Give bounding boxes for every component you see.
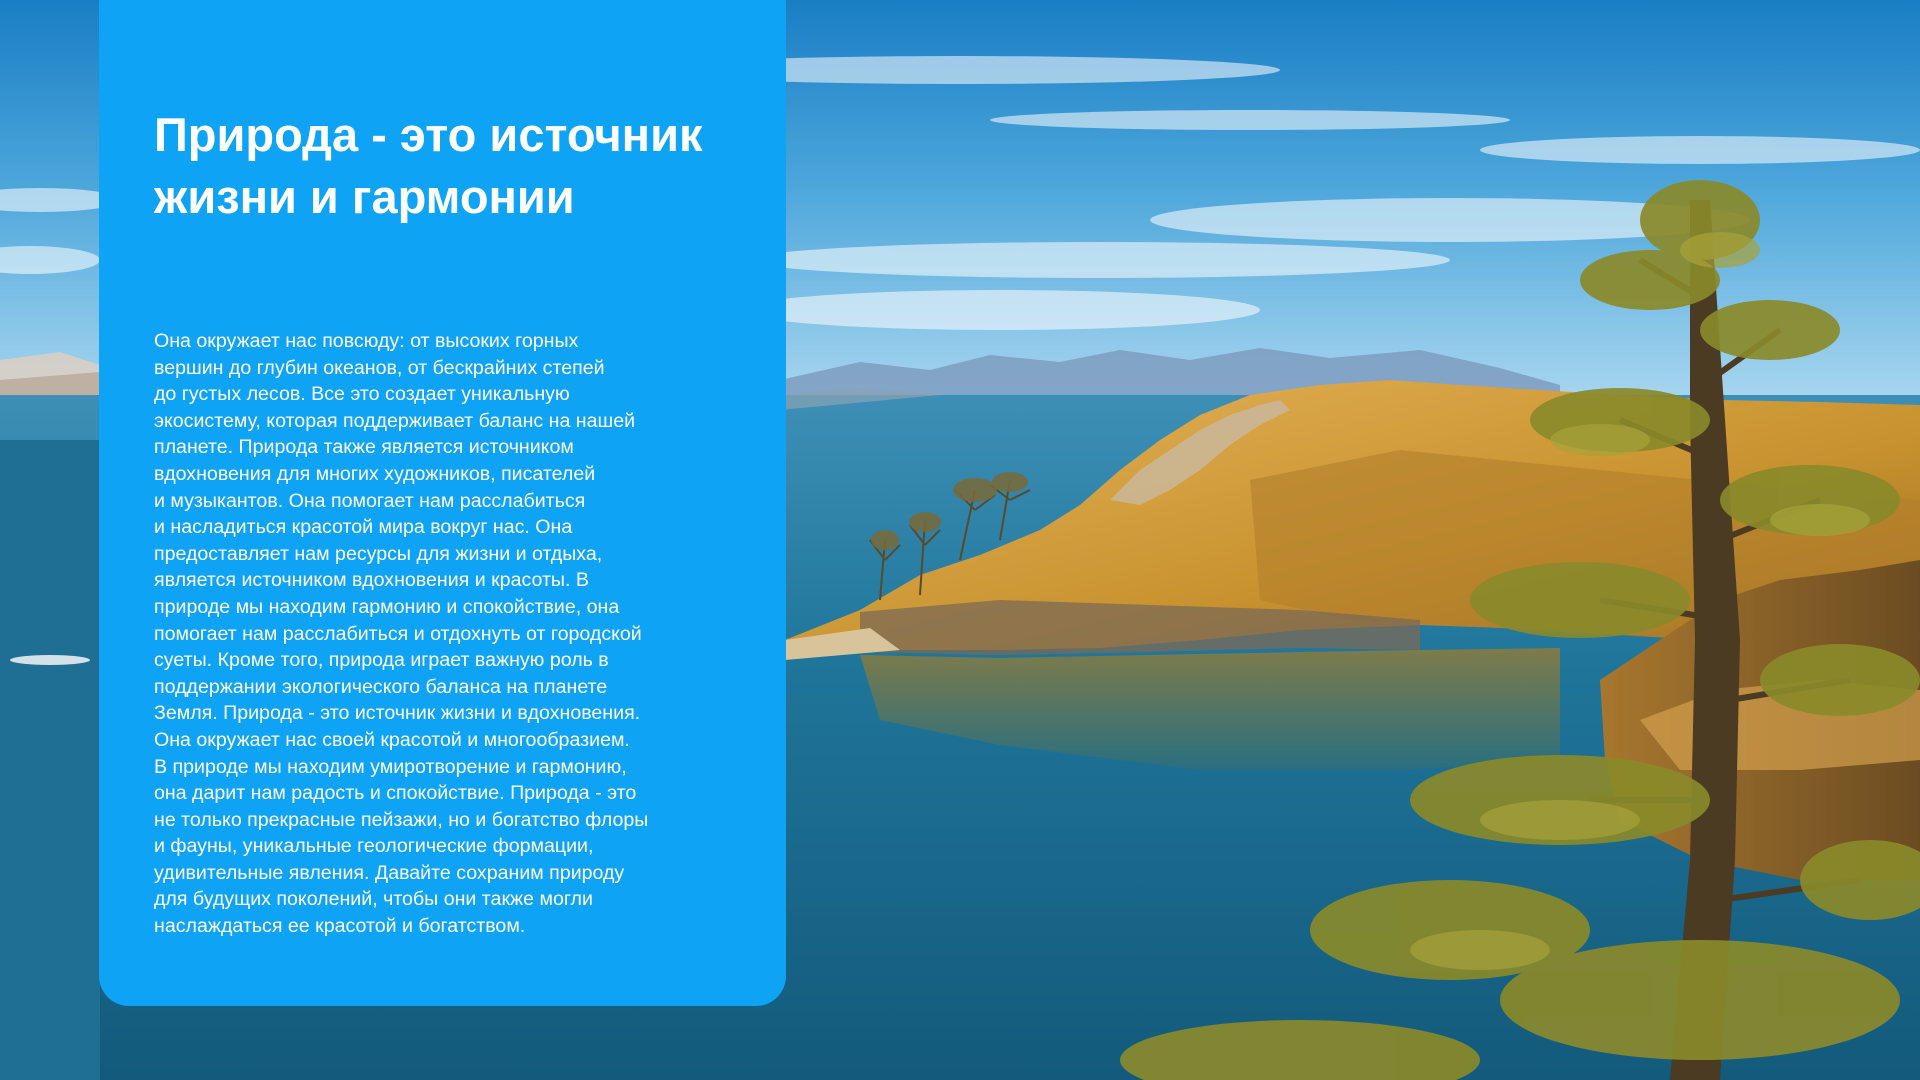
slide-body-text: Она окружает нас повсюду: от высоких горных вершин до глубин океанов, от бескрайних степей до густых лесов. Все это создает уникальную экосистему, которая поддерживает баланс на нашей планете. Природа также является источником вдохновения для многих художников, писателей и музыкантов. Она помогает нам расслабиться и насладиться красотой мира вокруг нас. Она предоставляет нам ресурсы для жизни и отдыха, является источником вдохновения и красоты. В природе мы находим гармонию и спокойствие, она помогает нам расслабиться и отдохнуть от городской суеты. Кроме того, природа играет важную роль в поддержании экологического баланса на планете Земля. Природа - это источник жизни и вдохновения. Она окружает нас своей красотой и многообразием. В природе мы находим умиротворение и гармонию, она дарит нам радость и спокойствие. Природа - это не только прекрасные пейзажи, но и богатство флоры и фауны, уникальные геологические формации, удивительные явления. Давайте сохраним природу для будущих поколений, чтобы они также могли наслаждаться ее красотой и богатством.: [154, 330, 649, 938]
text-card: [99, 0, 786, 1006]
slide-title: Природа - это источник жизни и гармонии: [154, 108, 703, 223]
